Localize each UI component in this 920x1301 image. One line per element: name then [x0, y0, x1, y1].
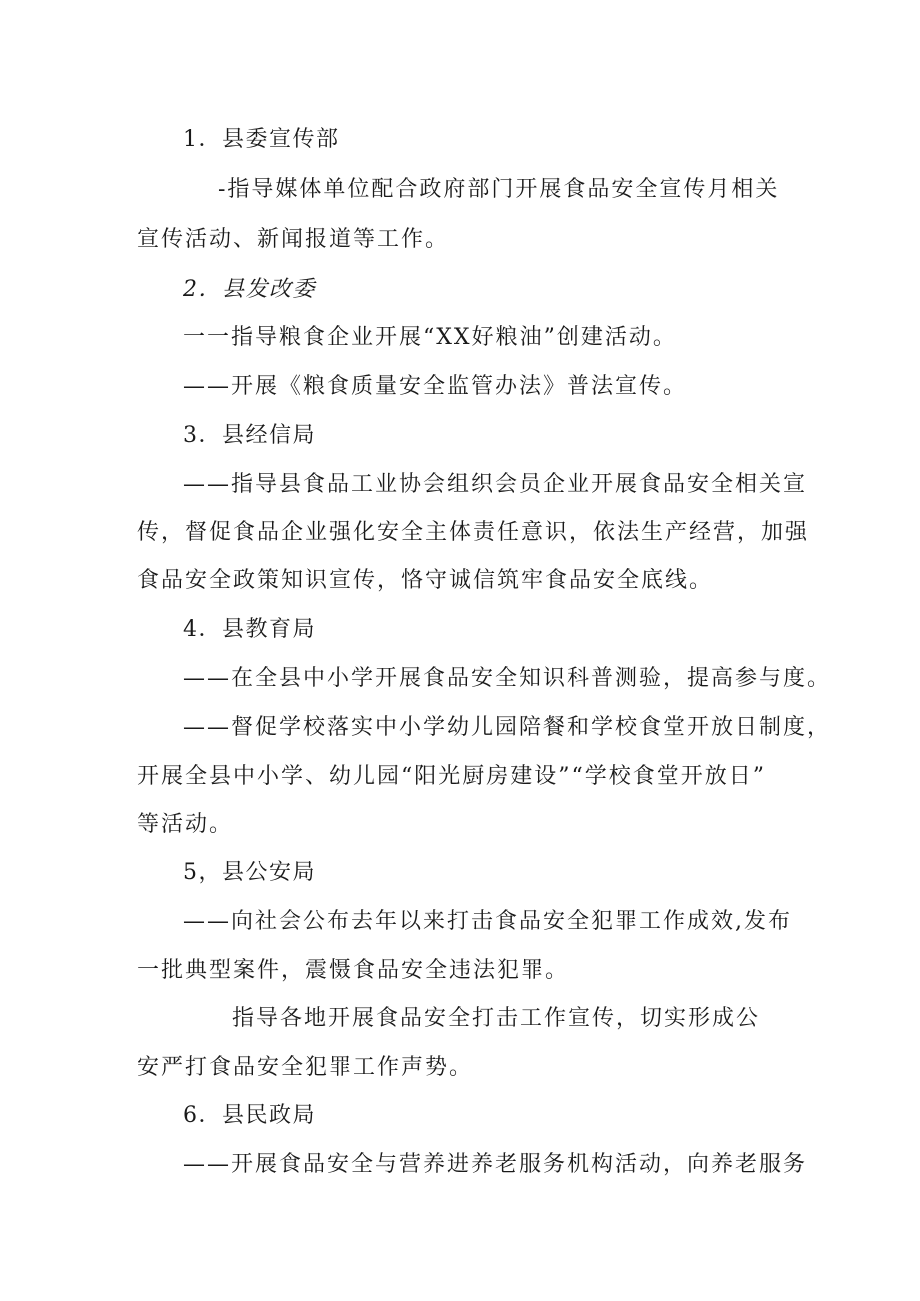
- paragraph-line: ——开展《粮食质量安全监管办法》普法宣传。: [183, 374, 688, 399]
- paragraph-line: ——向社会公布去年以来打击食品安全犯罪工作成效,发布: [183, 909, 792, 934]
- section-heading-2: 2．县发改委: [183, 277, 316, 302]
- section-heading-6: 6．县民政局: [183, 1103, 316, 1128]
- paragraph-line: 等活动。: [137, 812, 234, 837]
- section-heading-3: 3．县经信局: [183, 423, 316, 448]
- paragraph-line: 食品安全政策知识宣传，恪守诚信筑牢食品安全底线。: [137, 568, 714, 593]
- paragraph-line: 安严打食品安全犯罪工作声势。: [137, 1055, 474, 1080]
- paragraph-line: ——督促学校落实中小学幼儿园陪餐和学校食堂开放日制度，: [183, 715, 832, 740]
- paragraph-line: ——指导县食品工业协会组织会员企业开展食品安全相关宣: [183, 472, 808, 497]
- section-heading-4: 4．县教育局: [183, 617, 316, 642]
- paragraph-line: 传，督促食品企业强化安全主体责任意识，依法生产经营，加强: [137, 520, 810, 545]
- paragraph-line: 一批典型案件，震慑食品安全违法犯罪。: [137, 958, 570, 983]
- section-heading-1: 1．县委宣传部: [183, 127, 340, 152]
- paragraph-line: 开展全县中小学、幼儿园“阳光厨房建设”“学校食堂开放日”: [137, 764, 766, 789]
- section-heading-5: 5，县公安局: [183, 860, 316, 885]
- paragraph-line: 指导各地开展食品安全打击工作宣传，切实形成公: [232, 1006, 761, 1031]
- paragraph-line: 一一指导粮食企业开展“XX好粮油”创建活动。: [183, 325, 677, 350]
- paragraph-line: 宣传活动、新闻报道等工作。: [137, 227, 450, 252]
- paragraph-line: ——开展食品安全与营养进养老服务机构活动，向养老服务: [183, 1152, 808, 1177]
- paragraph-line: -指导媒体单位配合政府部门开展食品安全宣传月相关: [218, 177, 780, 202]
- paragraph-line: ——在全县中小学开展食品安全知识科普测验，提高参与度。: [183, 666, 832, 691]
